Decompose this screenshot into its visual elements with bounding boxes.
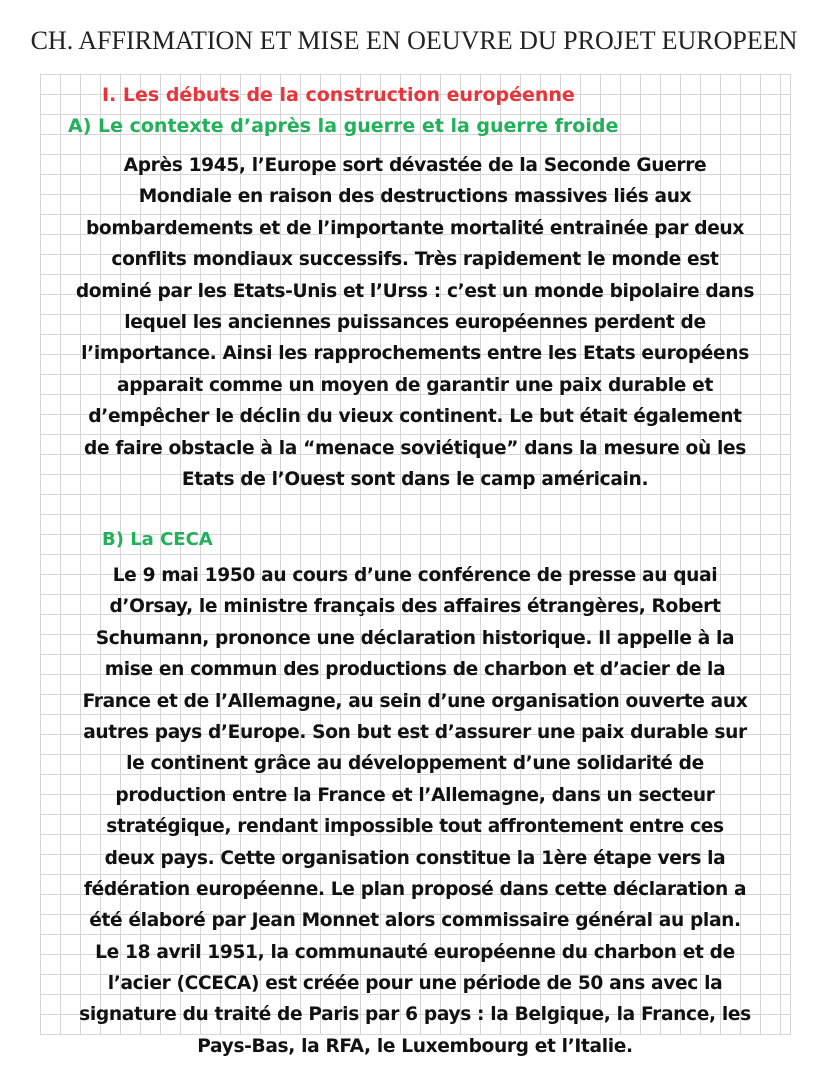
text-line: fédération européenne. Le plan proposé dans cette déclaration a bbox=[83, 878, 747, 900]
text-line: de faire obstacle à la “menace soviétique” dans la mesure où les bbox=[83, 437, 746, 459]
text-line: deux pays. Cette organisation constitue la 1ère étape vers la bbox=[104, 847, 726, 869]
text-line: stratégique, rendant impossible tout affrontement entre ces bbox=[106, 816, 724, 838]
text-line: Mondiale en raison des destructions massives liés aux bbox=[138, 186, 692, 208]
paragraph-contexte bbox=[40, 150, 790, 495]
text-line: l’importance. Ainsi les rapprochements entre les Etats européens bbox=[81, 343, 749, 365]
text-line: signature du traité de Paris par 6 pays : la Belgique, la France, les bbox=[79, 1004, 751, 1026]
page-title: CH. AFFIRMATION ET MISE EN OEUVRE DU PROJET EUROPEEN bbox=[30, 26, 798, 55]
paragraph-ceca bbox=[40, 560, 790, 1062]
text-line: d’empêcher le déclin du vieux continent. Le but était également bbox=[88, 406, 742, 428]
text-line: France et de l’Allemagne, au sein d’une organisation ouverte aux bbox=[82, 690, 748, 712]
text-line: d’Orsay, le ministre français des affaires étrangères, Robert bbox=[109, 596, 721, 618]
text-line: Le 9 mai 1950 au cours d’une conférence de presse au quai bbox=[112, 565, 718, 586]
text-line: mise en commun des productions de charbon et d’acier de la bbox=[104, 659, 726, 681]
subsection-heading-contexte: A) Le contexte d’après la guerre et la guerre froide bbox=[68, 115, 619, 137]
text-line: Etats de l’Ouest sont dans le camp américain. bbox=[181, 468, 649, 490]
text-line: l’acier (CCECA) est créée pour une période de 50 ans avec la bbox=[107, 973, 723, 995]
text-line: le continent grâce au développement d’une solidarité de bbox=[126, 753, 704, 775]
text-line: autres pays d’Europe. Son but est d’assurer une paix durable sur bbox=[83, 721, 747, 743]
text-line: Après 1945, l’Europe sort dévastée de la Seconde Guerre bbox=[123, 155, 707, 176]
subsection-heading-ceca: B) La CECA bbox=[102, 529, 213, 550]
text-line: Pays-Bas, la RFA, le Luxembourg et l’Italie. bbox=[197, 1035, 633, 1057]
text-line: Schumann, prononce une déclaration historique. Il appelle à la bbox=[95, 627, 735, 649]
text-line: Le 18 avril 1951, la communauté européenne du charbon et de bbox=[95, 941, 735, 963]
section-heading-debuts: I. Les débuts de la construction européenne bbox=[102, 84, 575, 106]
text-line: été élaboré par Jean Monnet alors commissaire général au plan. bbox=[89, 910, 741, 932]
text-line: production entre la France et l’Allemagne, dans un secteur bbox=[115, 784, 715, 806]
text-line: apparait comme un moyen de garantir une paix durable et bbox=[117, 374, 713, 396]
text-line: bombardements et de l’importante mortalité entrainée par deux bbox=[85, 217, 745, 239]
text-line: dominé par les Etats-Unis et l’Urss : c’est un monde bipolaire dans bbox=[75, 280, 755, 302]
text-line: conflits mondiaux successifs. Très rapidement le monde est bbox=[111, 249, 719, 271]
text-line: lequel les anciennes puissances européennes perdent de bbox=[124, 311, 706, 333]
